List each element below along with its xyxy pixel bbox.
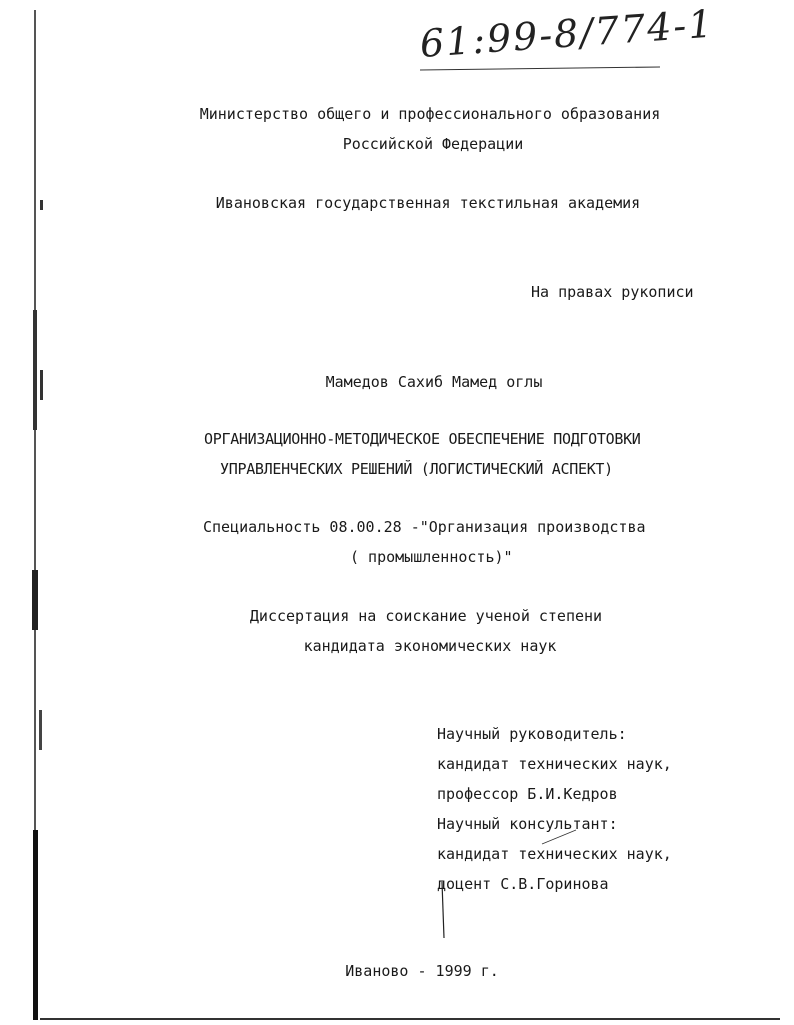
specialty-line-2: ( промышленность)" [350, 548, 513, 566]
title-line-1: ОРГАНИЗАЦИОННО-МЕТОДИЧЕСКОЕ ОБЕСПЕЧЕНИЕ ПОДГОТОВКИ [204, 430, 641, 448]
supervisor-name: профессор Б.И.Кедров [437, 785, 618, 803]
supervisor-degree: кандидат технических наук, [437, 755, 672, 773]
scan-edge-artifact [30, 10, 44, 1020]
title-line-2: УПРАВЛЕНЧЕСКИХ РЕШЕНИЙ (ЛОГИСТИЧЕСКИЙ АСПЕКТ) [220, 460, 613, 478]
pen-tick-mark [540, 828, 580, 848]
author-name: Мамедов Сахиб Мамед оглы [325, 373, 543, 391]
pen-stroke-mark [436, 880, 450, 940]
handwritten-underline [420, 66, 670, 72]
bottom-scan-rule [40, 1018, 780, 1020]
academy-name: Ивановская государственная текстильная академия [215, 194, 641, 212]
dissertation-line-1: Диссертация на соискание ученой степени [249, 607, 603, 625]
ministry-line-2: Российской Федерации [342, 135, 524, 153]
consultant-label: Научный консультант: [437, 815, 618, 833]
dissertation-line-2: кандидата экономических наук [303, 637, 557, 655]
city-year: Иваново - 1999 г. [345, 962, 499, 980]
manuscript-rights: На правах рукописи [531, 283, 694, 301]
ministry-line-1: Министерство общего и профессионального образования [199, 105, 661, 123]
supervisor-label: Научный руководитель: [437, 725, 627, 743]
consultant-name: доцент С.В.Горинова [437, 875, 609, 893]
consultant-degree: кандидат технических наук, [437, 845, 672, 863]
specialty-line-1: Специальность 08.00.28 -"Организация производства [203, 518, 646, 536]
archive-handwritten-code: 61:99-8/774-1 [418, 1, 716, 66]
